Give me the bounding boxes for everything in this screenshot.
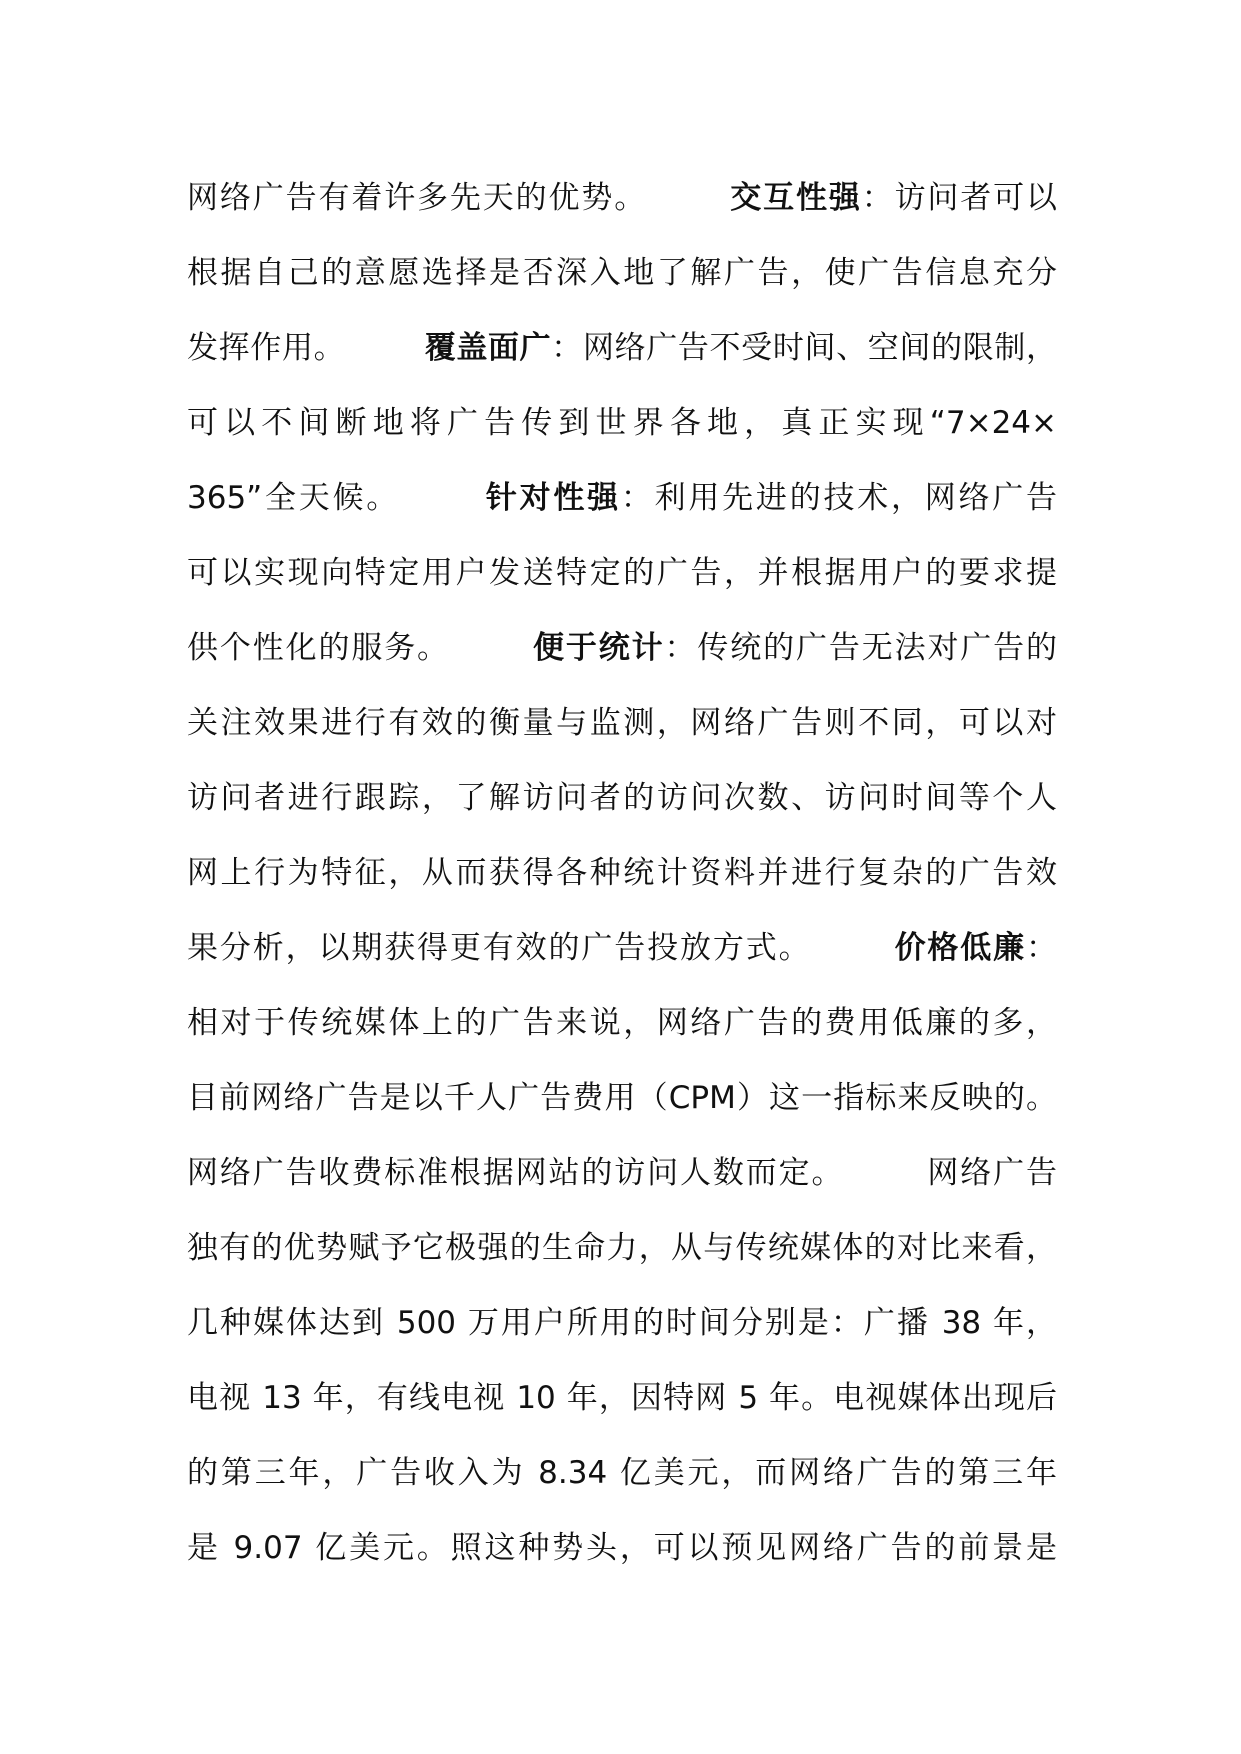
text-segment: 电视 13 年，有线电视 10 年，因特网 5 年。电视媒体出现后 (187, 1380, 1057, 1416)
text-segment: 可以实现向特定用户发送特定的广告，并根据用户的要求提 (187, 555, 1057, 591)
text-segment: 供个性化的服务。 (187, 630, 435, 666)
text-line (187, 1436, 1057, 1511)
text-line (187, 461, 1057, 536)
text-line (187, 1511, 1057, 1586)
text-segment (330, 330, 425, 366)
bold-heading: 交互性强 (730, 180, 862, 216)
text-segment: 是 9.07 亿美元。照这种势头，可以预见网络广告的前景是 (187, 1530, 1057, 1566)
text-segment (796, 930, 895, 966)
text-line (187, 761, 1057, 836)
text-line (187, 1361, 1057, 1436)
text-line (187, 236, 1057, 311)
text-segment: 果分析，以期获得更有效的广告投放方式。 (187, 930, 796, 966)
text-segment (632, 180, 731, 216)
text-segment: 网络广告 (927, 1155, 1057, 1191)
text-segment: ：利用先进的技术，网络广告 (620, 480, 1057, 516)
text-line (187, 836, 1057, 911)
text-line (187, 686, 1057, 761)
text-segment: ：网络广告不受时间、空间的限制， (551, 330, 1057, 366)
bold-heading: 便于统计 (533, 630, 665, 666)
text-line (187, 1211, 1057, 1286)
text-segment: 独有的优势赋予它极强的生命力，从与传统媒体的对比来看， (187, 1230, 1057, 1266)
text-line (187, 911, 1057, 986)
bold-heading: 覆盖面广 (424, 330, 552, 366)
text-segment: 网络广告有着许多先天的优势。 (187, 180, 632, 216)
text-line (187, 536, 1057, 611)
text-segment: 目前网络广告是以千人广告费用（CPM）这一指标来反映的。 (187, 1080, 1057, 1116)
text-segment: 根据自己的意愿选择是否深入地了解广告，使广告信息充分 (187, 255, 1057, 291)
text-segment: 网上行为特征，从而获得各种统计资料并进行复杂的广告效 (187, 855, 1057, 891)
text-segment (385, 480, 486, 516)
text-segment: 的第三年，广告收入为 8.34 亿美元，而网络广告的第三年 (187, 1455, 1057, 1491)
text-segment: 365”全天候。 (187, 480, 385, 516)
text-segment: 相对于传统媒体上的广告来说，网络广告的费用低廉的多， (187, 1005, 1057, 1041)
text-segment: ：访问者可以 (861, 180, 1057, 216)
text-line (187, 986, 1057, 1061)
text-line (187, 1286, 1057, 1361)
text-line (187, 1061, 1057, 1136)
text-line (187, 386, 1057, 461)
text-segment: 关注效果进行有效的衡量与监测，网络广告则不同，可以对 (187, 705, 1057, 741)
text-segment: 可以不间断地将广告传到世界各地，真正实现“7×24× (187, 405, 1057, 441)
text-segment: 访问者进行跟踪，了解访问者的访问次数、访问时间等个人 (187, 780, 1057, 816)
text-segment: 几种媒体达到 500 万用户所用的时间分别是：广播 38 年， (187, 1305, 1057, 1341)
text-segment (434, 630, 533, 666)
bold-heading: 针对性强 (485, 480, 621, 516)
bold-heading: 价格低廉 (894, 930, 1027, 966)
text-line (187, 1136, 1057, 1211)
text-line (187, 611, 1057, 686)
text-segment: 网络广告收费标准根据网站的访问人数而定。 (187, 1155, 829, 1191)
text-segment (829, 1155, 928, 1191)
text-line (187, 311, 1057, 386)
text-line (187, 161, 1057, 236)
body-text (187, 161, 1057, 1586)
text-segment: ：传统的广告无法对广告的 (664, 630, 1057, 666)
text-segment: ： (1026, 930, 1057, 966)
text-segment: 发挥作用。 (187, 330, 330, 366)
